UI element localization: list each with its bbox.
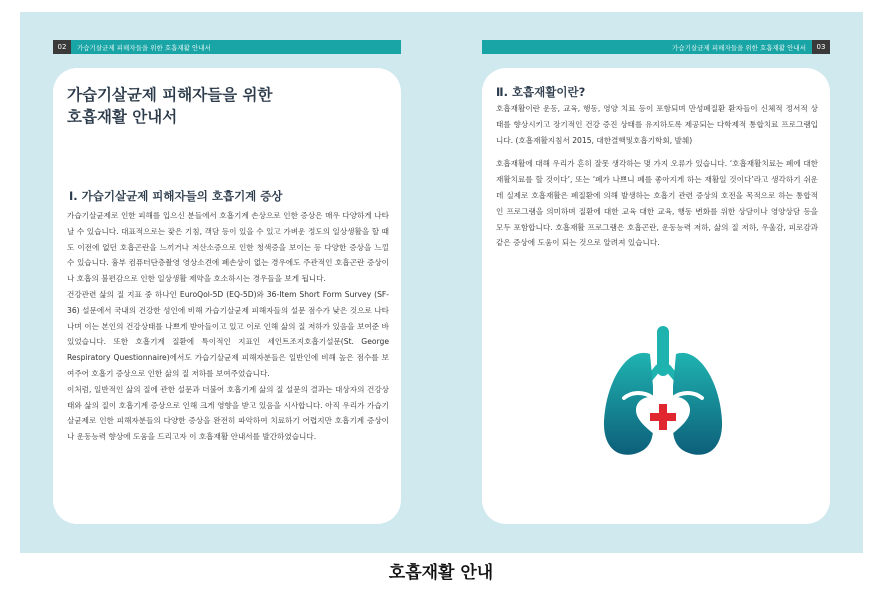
paragraph: 이처럼, 일반적인 삶의 질에 관한 설문과 더불어 호흡기계 삶의 질 설문의 결과는 대상자의 건강상태와 삶의 질이 호흡기계 증상으로 인해 크게 영향을 받고 있음을 시사합니다. 아직 우리가 가습기살균제로 인한 피해자분들의 다양한 증상을 완전히 파악하여 치료하기 어렵지만 호흡기계 증상이나 운동능력 향상에 도움을 드리고자 이 호흡재활 안내서를 발간하였습니다. bbox=[67, 384, 389, 442]
section-body-2 bbox=[496, 101, 818, 251]
section-body-1 bbox=[67, 208, 389, 445]
right-page-number: 03 bbox=[812, 40, 830, 54]
right-header-title: 가습기살균제 피해자들을 위한 호흡재활 안내서 bbox=[482, 40, 812, 54]
paragraph: 호흡재활이란 운동, 교육, 행동, 영양 치료 등이 포함되며 만성폐질환 환자들이 신체적 정서적 상태를 향상시키고 장기적인 건강 증진 상태를 유지하도록 제공되는 다학제적 통합치료 프로그램입니다. (호흡재활지침서 2015, 대한결핵및호흡기학회, 발췌) bbox=[496, 104, 818, 145]
right-header-bar bbox=[482, 40, 830, 54]
left-page bbox=[53, 68, 401, 524]
paragraph: 호흡재활에 대해 우리가 흔히 잘못 생각하는 몇 가지 오류가 있습니다. ‘호흡재활치료는 폐에 대한 재활치료를 할 것이다’, 또는 ‘폐가 나쁘니 폐를 좋아지게 하는 재활일 것이다’라고 생각하기 쉬운데 실제로 호흡재활은 폐질환에 의해 발생하는 호흡기 관련 증상의 호전을 목적으로 하는 통합적인 프로그램을 의미하며 질환에 대한 교육 대한 교육, 행동 변화를 위한 상담이나 영양상담 등을 모두 포함합니다. 호흡재활 프로그램은 호흡곤란, 운동능력 저하, 삶의 질 저하, 우울감, 피로감과 같은 증상에 도움이 되는 것으로 알려져 있습니다. bbox=[496, 159, 818, 248]
left-header-title: 가습기살균제 피해자들을 위한 호흡재활 안내서 bbox=[71, 40, 401, 54]
lungs-heart-icon bbox=[598, 326, 728, 462]
section-heading-1: Ⅰ. 가습기살균제 피해자들의 호흡기계 증상 bbox=[69, 189, 283, 203]
figure-caption: 호흡재활 안내 bbox=[388, 563, 494, 583]
right-page bbox=[482, 68, 830, 524]
left-page-number: 02 bbox=[53, 40, 71, 54]
left-header-bar bbox=[53, 40, 401, 54]
title-line-1: 가습기살균제 피해자들을 위한 bbox=[67, 86, 273, 104]
title-line-2: 호흡재활 안내서 bbox=[67, 108, 178, 126]
paragraph: 가습기살균제로 인한 피해를 입으신 분들에서 호흡기계 손상으로 인한 증상은 매우 다양하게 나타날 수 있습니다. 대표적으로는 잦은 기침, 객담 등이 있을 수 있고 가벼운 정도의 일상생활을 할 때도 이전에 없던 호흡곤란을 느끼거나 저산소증으로 인한 청색증을 보이는 등 다양한 증상을 느낄 수 있습니다. 흉부 컴퓨터단층촬영 영상소견에 폐손상이 없는 경우에도 주관적인 호흡곤란 증상이나 호흡의 불편감으로 인한 일상생활 제약을 호소하시는 경우들을 보게 됩니다. bbox=[67, 211, 389, 284]
section-heading-2: Ⅱ. 호흡재활이란? bbox=[496, 85, 586, 99]
document-title bbox=[67, 84, 272, 128]
paragraph: 건강관련 삶의 질 지표 중 하나인 EuroQol-5D (EQ-5D)와 36-Item Short Form Survey (SF-36) 설문에서 국내의 건강한 성인에 비해 가습기살균제 피해자들의 설문 점수가 낮은 것으로 나타나며 이는 본인의 건강상태를 나쁘게 받아들이고 있고 이로 인해 삶의 질 저하가 있음을 보여준 바 있었습니다. 또한 호흡기계 질환에 특이적인 지표인 세인트조지호흡기설문(St. George Respiratory Questionnaire)에서도 가습기살균제 피해자분들은 일반인에 비해 높은 점수를 보여주어 호흡기 증상으로 인한 삶의 질 저하를 보여주었습니다. bbox=[67, 289, 389, 378]
